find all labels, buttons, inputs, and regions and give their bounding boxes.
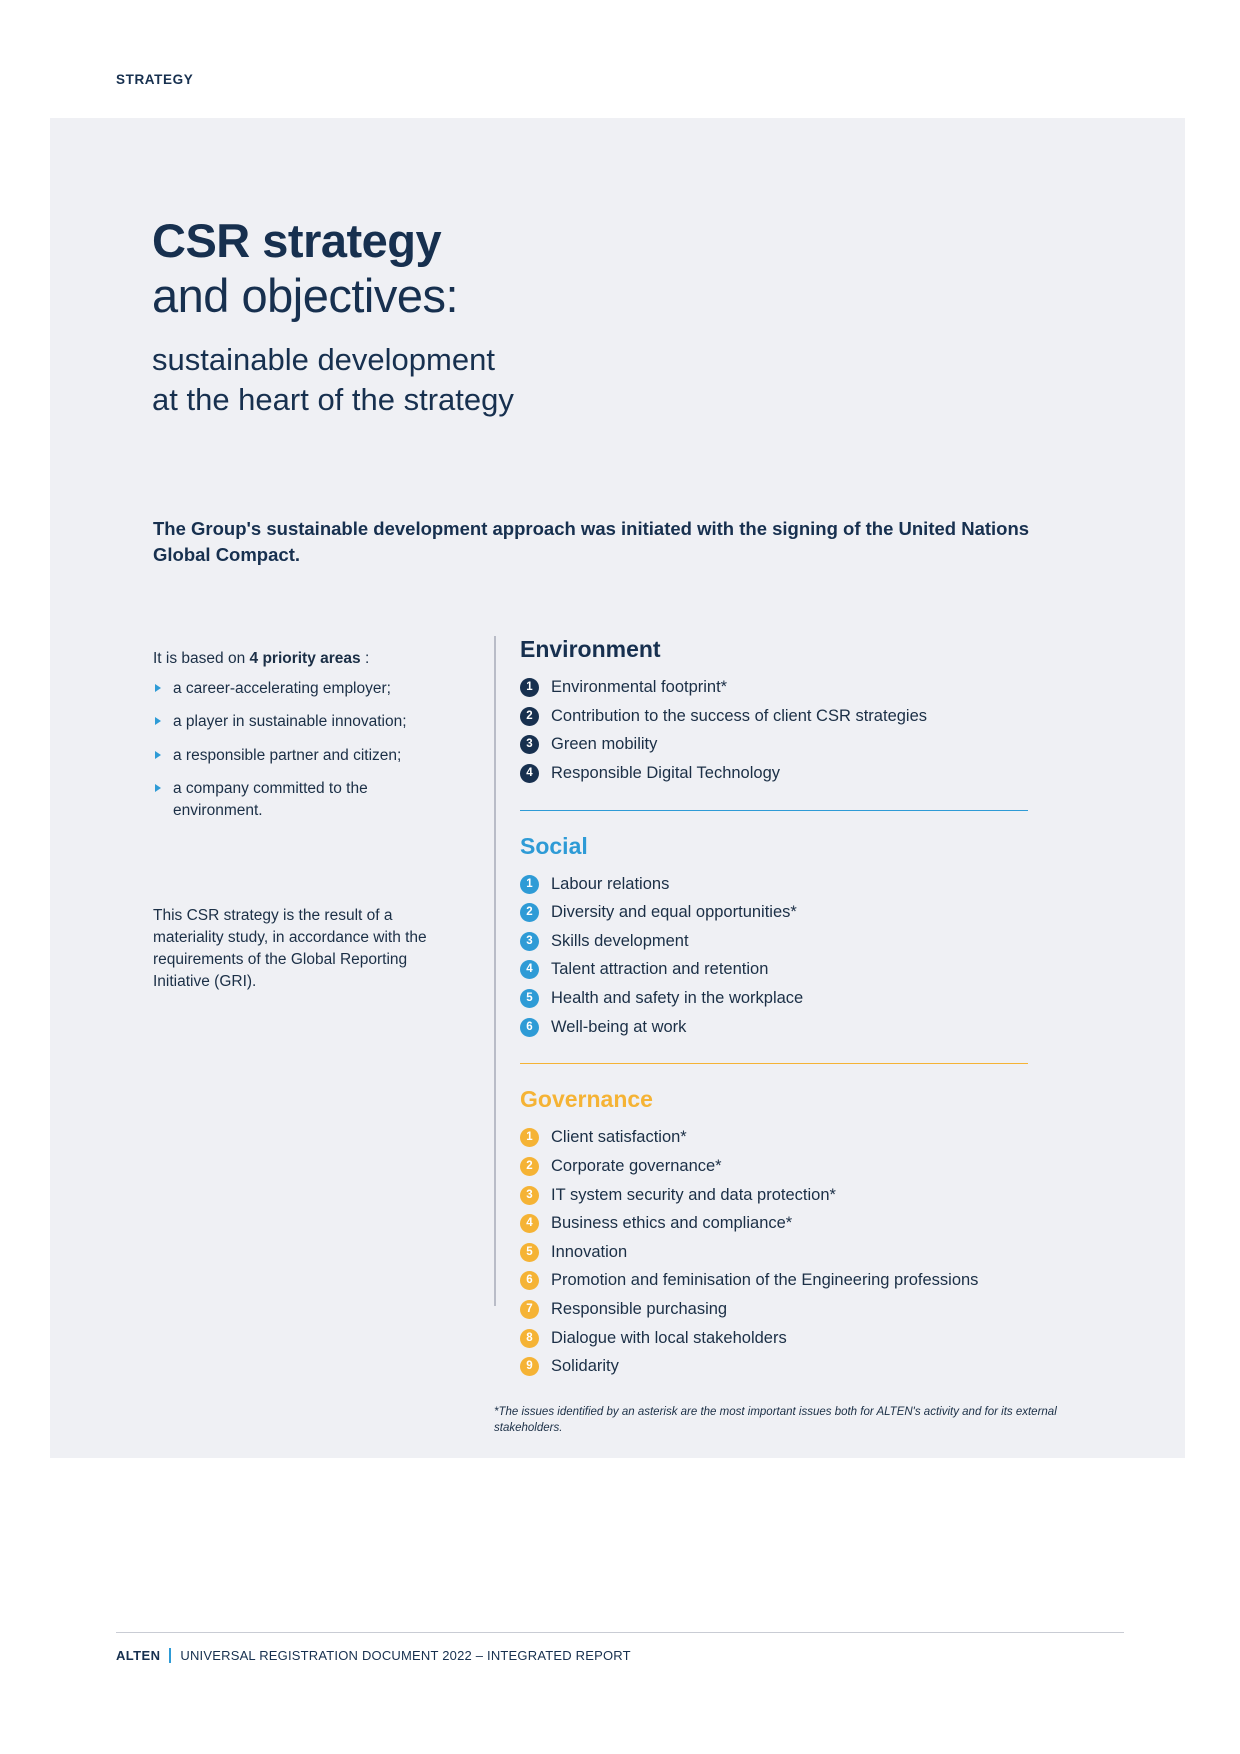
list-item — [520, 1328, 1054, 1349]
list-item-label: Health and safety in the workplace — [551, 989, 804, 1007]
list-item — [520, 1356, 1054, 1377]
badge-number: 2 — [520, 1157, 539, 1176]
title-line-1: CSR strategy — [152, 214, 442, 267]
list-item — [520, 931, 1054, 952]
badge-number: 5 — [520, 989, 539, 1008]
list-item-label: a career-accelerating employer; — [173, 680, 391, 697]
list-item — [520, 1017, 1054, 1038]
list-item — [520, 1127, 1054, 1148]
badge-number: 2 — [520, 707, 539, 726]
badge-number: 5 — [520, 1243, 539, 1262]
footer-separator — [169, 1648, 171, 1663]
badge-number: 2 — [520, 903, 539, 922]
list-item-label: Environmental footprint* — [551, 678, 728, 696]
priority-intro-bold: 4 priority areas — [249, 650, 361, 667]
list-item — [520, 1299, 1054, 1320]
materiality-note: This CSR strategy is the result of a materiality study, in accordance with the requirements of the Global Reporting Initiative (GRI). — [153, 907, 427, 990]
badge-number: 4 — [520, 960, 539, 979]
list-item-label: Innovation — [551, 1242, 628, 1261]
list-item-label: Responsible Digital Technology — [551, 763, 781, 782]
badge-number: 1 — [520, 875, 539, 894]
list-item-label: Client satisfaction* — [551, 1128, 687, 1147]
list-item — [520, 874, 1054, 895]
badge-number: 3 — [520, 735, 539, 754]
footer-document-title: UNIVERSAL REGISTRATION DOCUMENT 2022 – INTEGRATED REPORT — [180, 1648, 631, 1663]
list-item-label: Business ethics and compliance* — [551, 1214, 793, 1233]
list-item — [520, 1156, 1054, 1177]
badge-number: 7 — [520, 1300, 539, 1319]
list-item-label: a player in sustainable innovation; — [173, 713, 407, 731]
social-issues-list — [520, 874, 1054, 1038]
section-governance — [494, 1086, 1054, 1377]
list-item — [153, 678, 423, 699]
list-item-label: Responsible purchasing — [551, 1300, 728, 1318]
triangle-bullet-icon — [155, 751, 161, 759]
list-item-label: Dialogue with local stakeholders — [551, 1328, 787, 1347]
list-item — [520, 706, 1054, 727]
list-item — [520, 763, 1054, 784]
governance-issues-list — [520, 1127, 1054, 1377]
list-item-label: Solidarity — [551, 1357, 619, 1376]
section-title-environment: Environment — [520, 636, 661, 662]
list-item — [153, 745, 423, 766]
triangle-bullet-icon — [155, 784, 161, 792]
priority-areas-block — [153, 648, 423, 833]
badge-number: 1 — [520, 678, 539, 697]
list-item-label: Corporate governance* — [551, 1156, 722, 1175]
list-item — [520, 734, 1054, 755]
badge-number: 6 — [520, 1018, 539, 1037]
list-item-label: Well-being at work — [551, 1017, 687, 1036]
section-title-governance: Governance — [520, 1086, 653, 1113]
list-item-label: a responsible partner and citizen; — [173, 746, 402, 764]
title-subtitle — [152, 340, 1052, 419]
list-item — [520, 1242, 1054, 1263]
list-item-label: Diversity and equal opportunities* — [551, 903, 797, 922]
badge-number: 1 — [520, 1128, 539, 1147]
list-item — [520, 1213, 1054, 1234]
page-title — [152, 215, 1052, 420]
list-item-label: Contribution to the success of client CSR strategies — [551, 706, 928, 725]
section-social — [494, 833, 1054, 1038]
list-item — [520, 677, 1054, 698]
list-item-label: Skills development — [551, 931, 689, 950]
list-item — [153, 711, 423, 732]
footer-brand: ALTEN — [116, 1648, 161, 1663]
section-environment — [494, 636, 1054, 784]
title-line-2: and objectives: — [152, 268, 459, 322]
list-item — [520, 959, 1054, 980]
badge-number: 3 — [520, 1186, 539, 1205]
list-item-label: Labour relations — [551, 874, 670, 893]
triangle-bullet-icon — [155, 684, 161, 692]
footnote: *The issues identified by an asterisk are the most important issues both for ALTEN's activity and for its external stakeholders. — [494, 1406, 1057, 1435]
priority-areas-intro — [153, 648, 423, 670]
priority-intro-suffix: : — [360, 650, 370, 667]
list-item — [520, 902, 1054, 923]
title-subtitle-line-2: at the heart of the strategy — [152, 381, 514, 417]
badge-number: 4 — [520, 1214, 539, 1233]
priority-areas-list — [153, 678, 423, 821]
csr-pillars — [494, 636, 1054, 1385]
priority-intro-prefix: It is based on — [153, 650, 250, 667]
divider-environment-social — [520, 810, 1028, 811]
list-item-label: Green mobility — [551, 735, 658, 754]
header-section-label: STRATEGY — [116, 72, 194, 87]
badge-number: 3 — [520, 932, 539, 951]
triangle-bullet-icon — [155, 717, 161, 725]
footer-divider — [116, 1632, 1124, 1633]
list-item-label: a company committed to the environment. — [173, 780, 368, 819]
list-item — [520, 988, 1054, 1009]
list-item — [520, 1185, 1054, 1206]
environment-issues-list — [520, 677, 1054, 784]
list-item-label: Promotion and feminisation of the Engineering professions — [551, 1271, 979, 1290]
badge-number: 4 — [520, 764, 539, 783]
list-item — [520, 1270, 1054, 1291]
badge-number: 6 — [520, 1271, 539, 1290]
title-subtitle-line-1: sustainable development — [152, 342, 495, 378]
page-footer — [116, 1648, 631, 1663]
list-item-label: Talent attraction and retention — [551, 960, 769, 979]
list-item-label: IT system security and data protection* — [551, 1185, 836, 1204]
badge-number: 8 — [520, 1329, 539, 1348]
divider-social-governance — [520, 1063, 1028, 1064]
list-item — [153, 778, 423, 821]
badge-number: 9 — [520, 1357, 539, 1376]
lead-paragraph: The Group's sustainable development approach was initiated with the signing of the United Nations Global Compact. — [153, 518, 1030, 566]
section-title-social: Social — [520, 832, 588, 859]
